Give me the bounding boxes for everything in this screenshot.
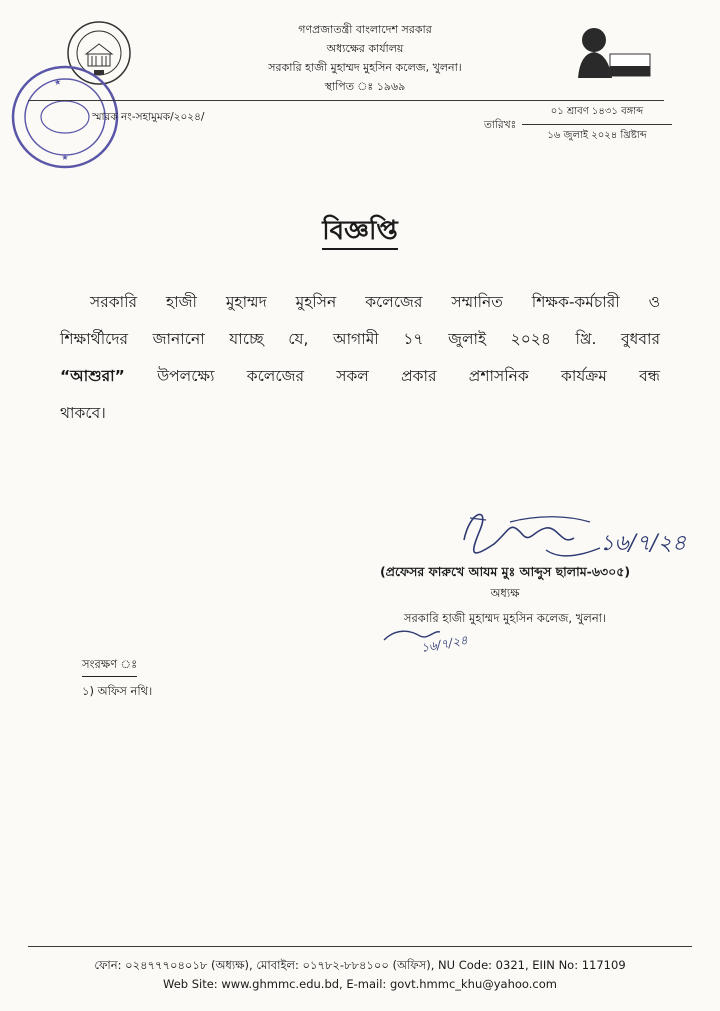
date-gregorian: ১৬ জুলাই ২০২৪ খ্রিষ্টাব্দ [547, 130, 647, 141]
signatory-designation: অধ্যক্ষ [490, 586, 520, 600]
notice-title [0, 210, 720, 254]
initial-note [380, 618, 480, 658]
initial-note-date: ১৬/৭/২৪ [420, 632, 469, 655]
copy-to-label: সংরক্ষণ ঃ [82, 656, 137, 677]
body-line-3 [60, 358, 660, 395]
signatory-name: (প্রফেসর ফারুখে আযম মুঃ আব্দুস ছালাম-৬৩০৫) [379, 564, 631, 579]
footer-web: Web Site: www.ghmmc.edu.bd, E-mail: govt.hmmc_khu@yahoo.com [163, 977, 557, 991]
svg-text:★: ★ [53, 77, 63, 88]
letterhead [200, 20, 530, 96]
established-year: স্থাপিত ঃ ১৯৬৯ [324, 80, 406, 93]
body-line-4: থাকবে। [60, 404, 106, 422]
event-name: “আশুরা” [60, 367, 125, 385]
office-name: অধ্যক্ষের কার্যালয় [326, 42, 404, 55]
notice-title-text: বিজ্ঞপ্তি [322, 216, 398, 250]
signatory-college: সরকারি হাজী মুহাম্মদ মুহসিন কলেজ, খুলনা। [403, 611, 607, 625]
portrait-badge [570, 22, 656, 84]
copy-to-item: ১) অফিস নথি। [82, 684, 153, 698]
signature [450, 500, 687, 568]
signature-date: ১৬/৭/২৪ [600, 531, 687, 556]
footer-contact: ফোন: ০২৪৭৭৭০৪০১৮ (অধ্যক্ষ), মোবাইল: ০১৭৮২-৮৮৪১০০ (অফিস), NU Code: 0321, EIIN No: 117109 [94, 958, 626, 972]
body-line-3-rest: উপলক্ষ্যে কলেজের সকল প্রকার প্রশাসনিক কার্যক্রম বন্ধ [124, 367, 660, 385]
header-divider [28, 100, 664, 101]
notice-body [60, 284, 660, 432]
body-line-1: সরকারি হাজী মুহাম্মদ মুহসিন কলেজের সম্মানিত শিক্ষক-কর্মচারী ও [90, 293, 660, 311]
govt-name: গণপ্রজাতন্ত্রী বাংলাদেশ সরকার [298, 23, 432, 36]
footer [40, 956, 680, 994]
svg-text:★: ★ [61, 153, 69, 162]
footer-divider [28, 946, 692, 947]
college-name: সরকারি হাজী মুহাম্মদ মুহসিন কলেজ, খুলনা। [268, 61, 462, 74]
date-block [522, 104, 672, 145]
body-line-2: শিক্ষার্থীদের জানানো যাচ্ছে যে, আগামী ১৭ জুলাই ২০২৪ খ্রি. বুধবার [60, 330, 660, 348]
date-bangla: ০১ শ্রাবণ ১৪৩১ বঙ্গাব্দ [522, 104, 672, 125]
memo-number: স্মারক নং-সহামুমক/২০২৪/ [92, 111, 205, 123]
date-label: তারিখঃ [484, 119, 517, 131]
